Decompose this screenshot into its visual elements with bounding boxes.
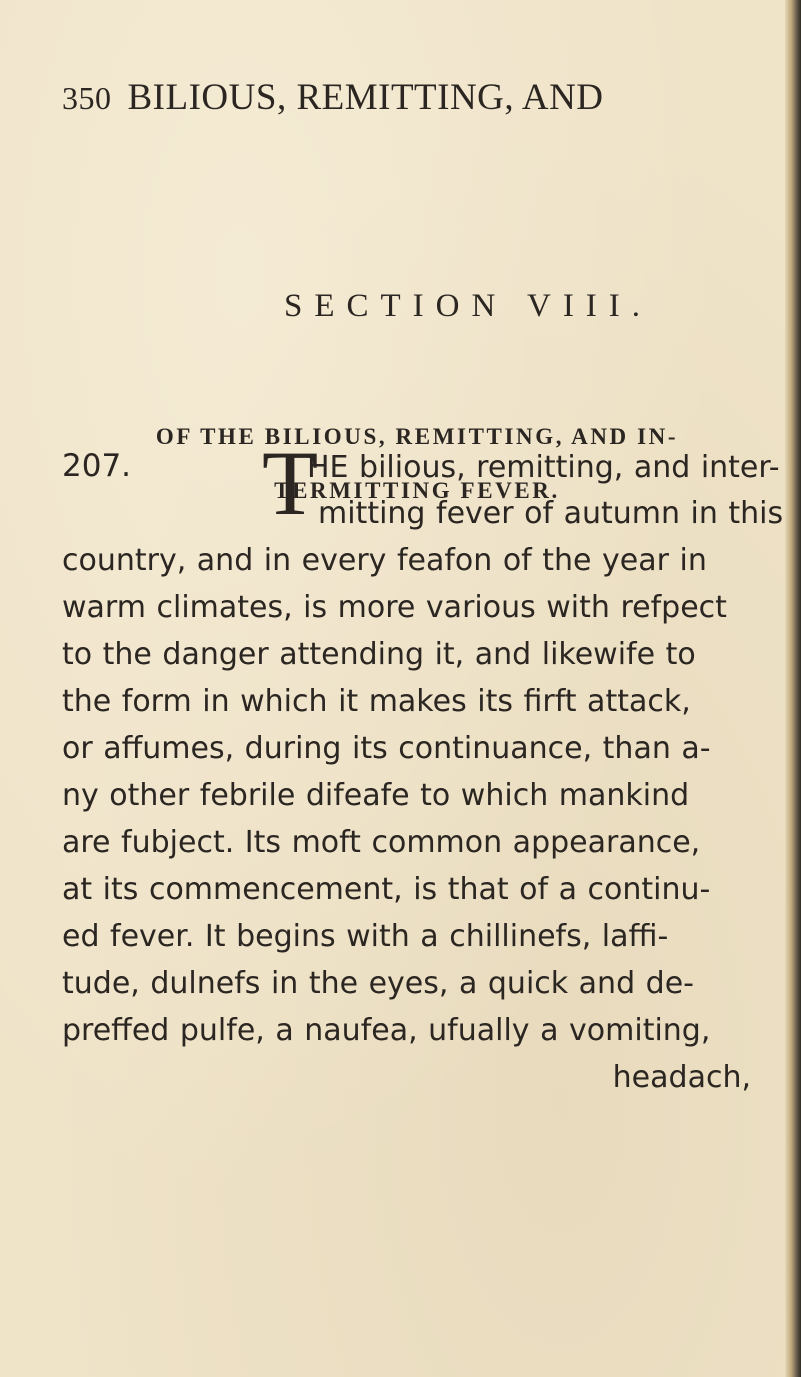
running-head-title: BILIOUS, REMITTING, AND (127, 77, 604, 118)
text-line: are fubject. Its moft common appearance, (62, 825, 701, 860)
text-line: at its commencement, is that of a continu- (62, 872, 711, 907)
chapter-heading-line-1: OF THE BILIOUS, REMITTING, AND IN- (155, 424, 679, 449)
page-edge (785, 0, 801, 1377)
text-line: preffed pulfe, a naufea, ufually a vomiting, (62, 1013, 711, 1048)
drop-cap: T (262, 432, 319, 534)
text-line: ed fever. It begins with a chillinefs, laffi- (62, 919, 669, 954)
text-line: country, and in every feafon of the year in (62, 543, 707, 578)
running-head (62, 76, 782, 119)
paragraph-number: 207. (62, 448, 132, 484)
text-line: tude, dulnefs in the eyes, a quick and de- (62, 966, 694, 1001)
text-line: mitting fever of autumn in this (318, 496, 784, 531)
page-number: 350 (62, 80, 112, 116)
text-line: ny other febrile difeafe to which mankind (62, 778, 690, 813)
text-line: warm climates, is more various with refpect (62, 590, 727, 625)
catchword: headach, (612, 1060, 751, 1095)
section-title: SECTION VIII. (284, 288, 653, 324)
text-line: to the danger attending it, and likewife to (62, 637, 696, 672)
chapter-heading-line-2: TERMITTING FEVER. (274, 478, 560, 503)
text-line: HE bilious, remitting, and inter- (307, 450, 780, 485)
text-line: or affumes, during its continuance, than a- (62, 731, 711, 766)
text-line: the form in which it makes its firft attack, (62, 684, 691, 719)
